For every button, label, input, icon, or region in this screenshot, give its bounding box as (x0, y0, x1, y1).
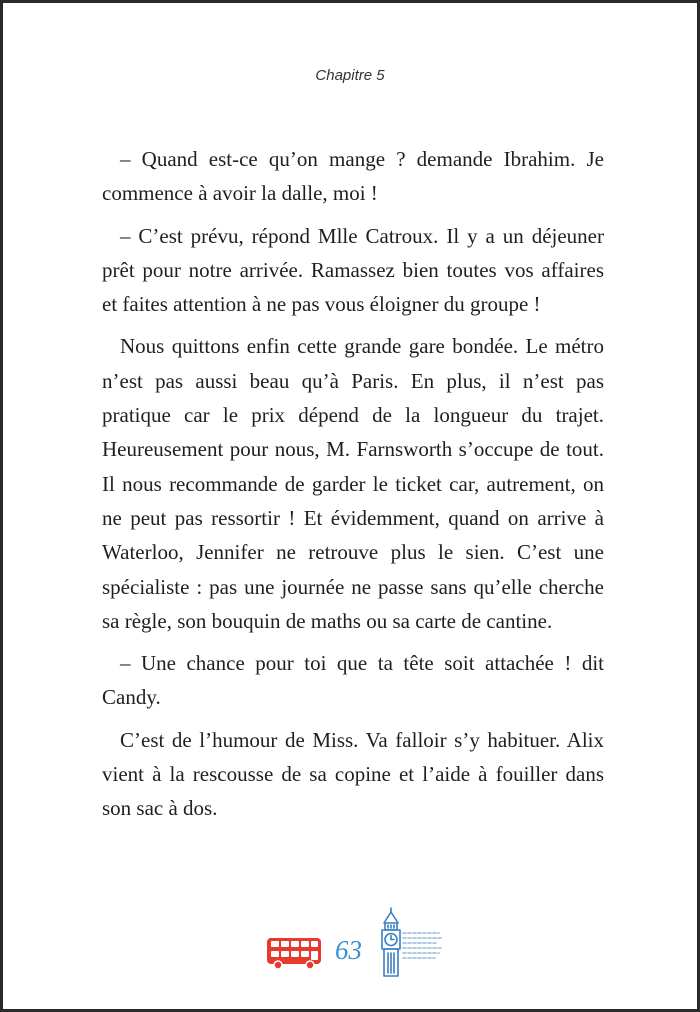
paragraph: – Une chance pour toi que ta tête soit attachée ! dit Candy. (102, 651, 604, 710)
page-number: 63 (335, 935, 362, 965)
page-footer (3, 907, 697, 977)
paragraph: C’est de l’humour de Miss. Va falloir s’y habituer. Alix vient à la rescousse de sa copine et l’aide à fouiller dans son sac à dos. (102, 727, 604, 821)
double-decker-bus-icon (265, 936, 323, 970)
chapter-header: Chapitre 5 (315, 67, 385, 84)
big-ben-icon (377, 907, 447, 977)
body-text (102, 142, 604, 834)
paragraph: Nous quittons enfin cette grande gare bondée. Le métro n’est pas aussi beau qu’à Paris. En plus, il n’est pas pratique car le prix dépend de la longueur du trajet. Heureusement pour nous, M. Farnsworth s’occupe de tout. Il nous recommande de garder le ticket car, autrement, on ne peut pas ressortir ! Et évidemment, quand on arrive à Waterloo, Jennifer ne retrouve plus le sien. C’est une spécialiste : pas une journée ne passe sans qu’elle cherche sa règle, son bouquin de maths ou sa carte de cantine. (102, 334, 604, 633)
paragraph: – C’est prévu, répond Mlle Catroux. Il y a un déjeuner prêt pour notre arrivée. Ramassez bien toutes vos affaires et faites attention à ne pas vous éloigner du groupe ! (102, 223, 604, 317)
paragraph: – Quand est-ce qu’on mange ? demande Ibrahim. Je commence à avoir la dalle, moi ! (102, 147, 604, 206)
